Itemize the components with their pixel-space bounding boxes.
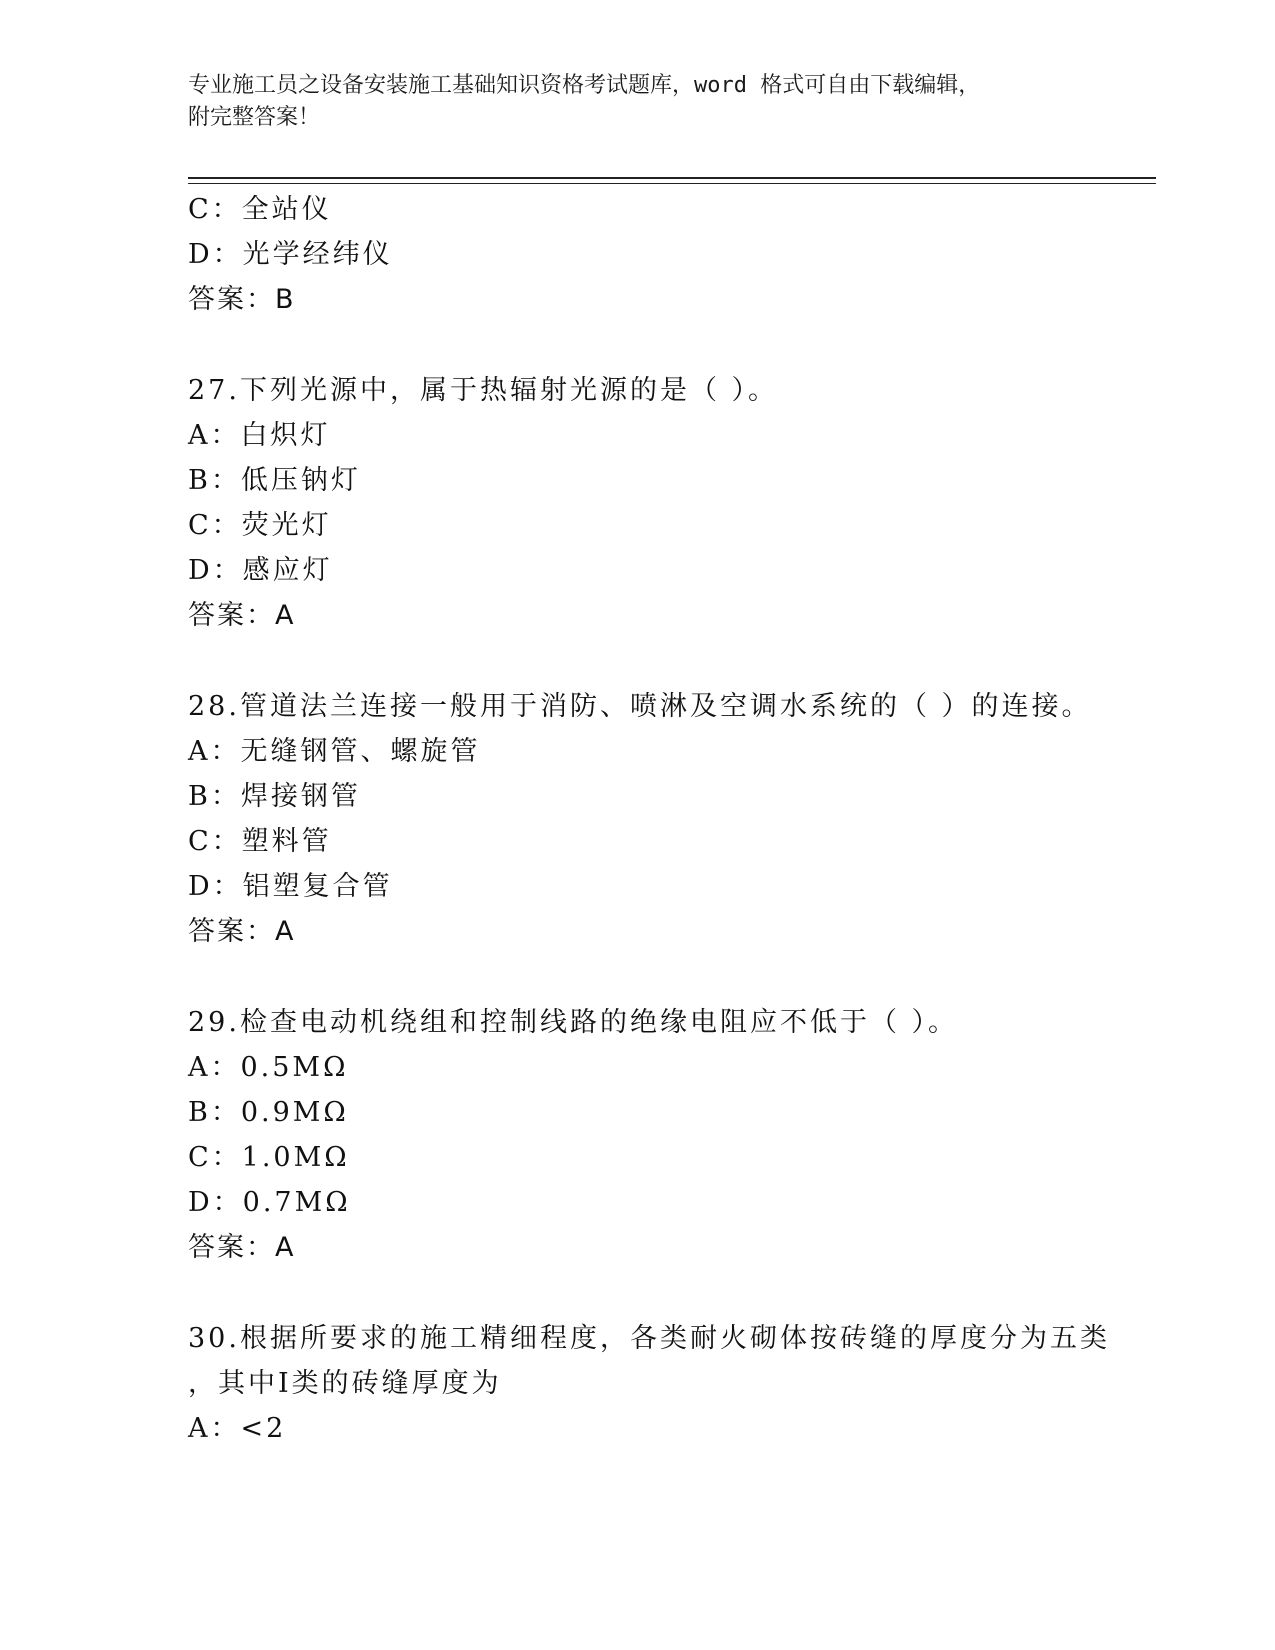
question-29-option-d: D：0.7MΩ xyxy=(188,1187,351,1218)
question-30-option-a: A：<2 xyxy=(188,1413,287,1444)
question-29-option-b: B：0.9MΩ xyxy=(188,1097,349,1128)
answer: 答案：B xyxy=(188,284,296,315)
question-27-answer: 答案：A xyxy=(188,600,296,631)
option-c: C：全站仪 xyxy=(188,194,332,225)
question-30-stem-line-2: ，其中Ⅰ类的砖缝厚度为 xyxy=(188,1368,502,1399)
document-header xyxy=(188,70,1088,134)
question-28-option-b: B：焊接钢管 xyxy=(188,781,361,812)
question-28-stem: 28.管道法兰连接一般用于消防、喷淋及空调水系统的（ ）的连接。 xyxy=(188,691,1092,722)
header-line-2: 附完整答案！ xyxy=(188,105,321,130)
question-30-stem-line-1: 30.根据所要求的施工精细程度，各类耐火砌体按砖缝的厚度分为五类 xyxy=(188,1323,1110,1354)
question-28-option-a: A：无缝钢管、螺旋管 xyxy=(188,736,481,767)
question-29-answer: 答案：A xyxy=(188,1232,296,1263)
question-29-stem: 29.检查电动机绕组和控制线路的绝缘电阻应不低于（ ）。 xyxy=(188,1007,959,1038)
question-28-option-d: D：铝塑复合管 xyxy=(188,871,393,902)
question-27-option-c: C：荧光灯 xyxy=(188,510,332,541)
question-27-stem: 27.下列光源中，属于热辐射光源的是（ ）。 xyxy=(188,375,779,406)
option-d: D：光学经纬仪 xyxy=(188,239,393,270)
header-divider-thick xyxy=(188,177,1156,179)
question-29-option-c: C：1.0MΩ xyxy=(188,1142,350,1173)
header-line-1: 专业施工员之设备安装施工基础知识资格考试题库，word 格式可自由下载编辑， xyxy=(188,73,981,98)
header-divider-thin xyxy=(188,183,1156,184)
question-27-option-b: B：低压钠灯 xyxy=(188,465,361,496)
question-28-answer: 答案：A xyxy=(188,916,296,947)
question-27-option-a: A：白炽灯 xyxy=(188,420,331,451)
question-29-option-a: A：0.5MΩ xyxy=(188,1052,349,1083)
question-28-option-c: C：塑料管 xyxy=(188,826,332,857)
question-27-option-d: D：感应灯 xyxy=(188,555,333,586)
